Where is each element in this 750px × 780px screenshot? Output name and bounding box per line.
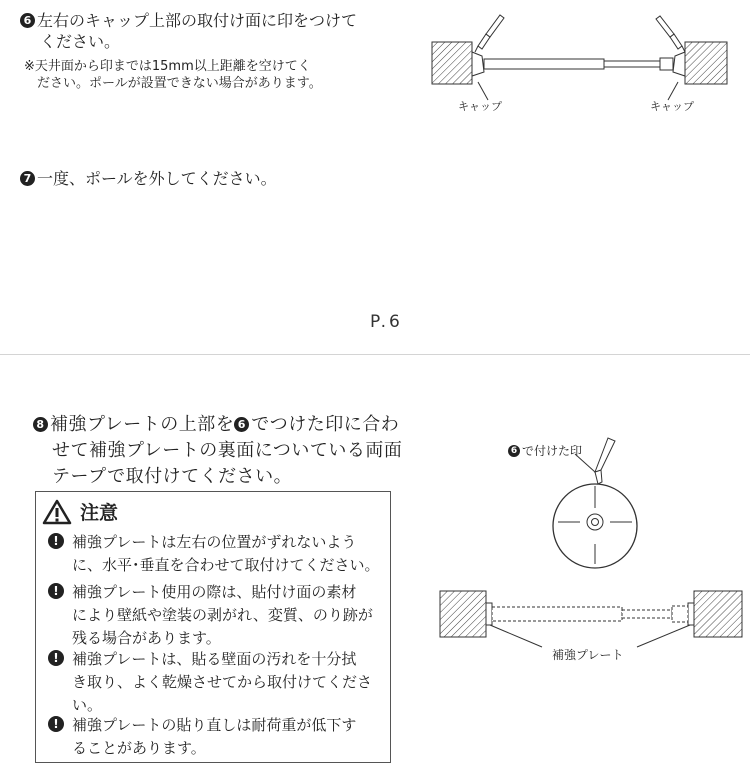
- inner-pipe: [604, 61, 660, 67]
- caution-item: [48, 581, 384, 650]
- caution-item-line: 補強プレートは、貼る壁面の汚れを十分拭: [72, 650, 357, 668]
- cap-label-left: キャップ: [458, 100, 502, 113]
- caution-item: [48, 714, 384, 760]
- step-number-badge: 8: [33, 417, 48, 432]
- caution-item-line: ることがあります。: [72, 739, 206, 757]
- step6-note-line2: ださい。ポールが設置できない場合があります。: [37, 76, 322, 91]
- caution-item-line: 補強プレートの貼り直しは耐荷重が低下す: [72, 716, 357, 734]
- pencil-icon: [595, 438, 615, 484]
- pencil-left-icon: [475, 15, 504, 52]
- page-divider: [0, 354, 750, 355]
- outer-pipe: [484, 59, 604, 69]
- caution-item-line: 残る場合があります。: [72, 629, 221, 647]
- right-cap: [673, 52, 685, 76]
- exclamation-icon: !: [48, 716, 64, 732]
- step6-line2: ください。: [40, 32, 121, 51]
- mark-label-text: で付けた印: [522, 444, 583, 458]
- caution-title: 注意: [80, 502, 119, 524]
- right-wall: [685, 42, 727, 84]
- step-ref-badge: 6: [234, 417, 249, 432]
- left-wall: [440, 591, 486, 637]
- caution-item-line: に、水平･垂直を合わせて取付けてください。: [72, 556, 380, 574]
- page-number: P.6: [370, 312, 403, 332]
- left-wall: [432, 42, 472, 84]
- caution-item-line: により壁紙や塗装の剥がれ、変質、のり跡が: [72, 606, 373, 624]
- step-number-badge: 7: [20, 171, 35, 186]
- caution-item: [48, 648, 384, 717]
- step6-note: [24, 58, 322, 92]
- step8-line1b: でつけた印に合わ: [251, 414, 400, 435]
- caution-header: [42, 498, 118, 525]
- step-number-badge: 6: [20, 13, 35, 28]
- step8-line1a: 補強プレートの上部を: [50, 414, 235, 435]
- caution-item-line: 補強プレート使用の際は、貼付け面の素材: [72, 583, 357, 601]
- step6-line1: 左右のキャップ上部の取付け面に印をつけて: [37, 11, 358, 30]
- step8-line2: せて補強プレートの裏面についている両面: [52, 440, 403, 461]
- exclamation-icon: !: [48, 650, 64, 666]
- caution-box: [35, 491, 391, 763]
- exclamation-icon: !: [48, 583, 64, 599]
- step7-text: 一度、ポールを外してください。: [37, 169, 277, 188]
- pencil-right-icon: [656, 16, 685, 52]
- step6-instruction: [20, 10, 357, 52]
- step-ref-badge: 6: [508, 445, 520, 457]
- caution-item: [48, 531, 384, 577]
- pole-outline: [492, 607, 622, 621]
- right-wall: [694, 591, 742, 637]
- plate-front-diagram: [540, 430, 660, 580]
- plate-label: 補強プレート: [552, 648, 624, 662]
- caution-item-line: い。: [72, 696, 103, 714]
- step8-instruction: [33, 412, 402, 490]
- caution-item-line: 補強プレートは左右の位置がずれないよう: [72, 533, 357, 551]
- warning-triangle-icon: [42, 499, 72, 525]
- step7-instruction: [20, 168, 277, 189]
- left-cap: [472, 52, 484, 76]
- step8-line3: テープで取付けてください。: [52, 466, 293, 487]
- exclamation-icon: !: [48, 533, 64, 549]
- cap-label-right: キャップ: [650, 100, 694, 113]
- caution-item-line: き取り、よく乾燥させてから取付けてくださ: [72, 673, 373, 691]
- step6-note-line1: ※天井面から印までは15mm以上距離を空けてく: [24, 59, 311, 74]
